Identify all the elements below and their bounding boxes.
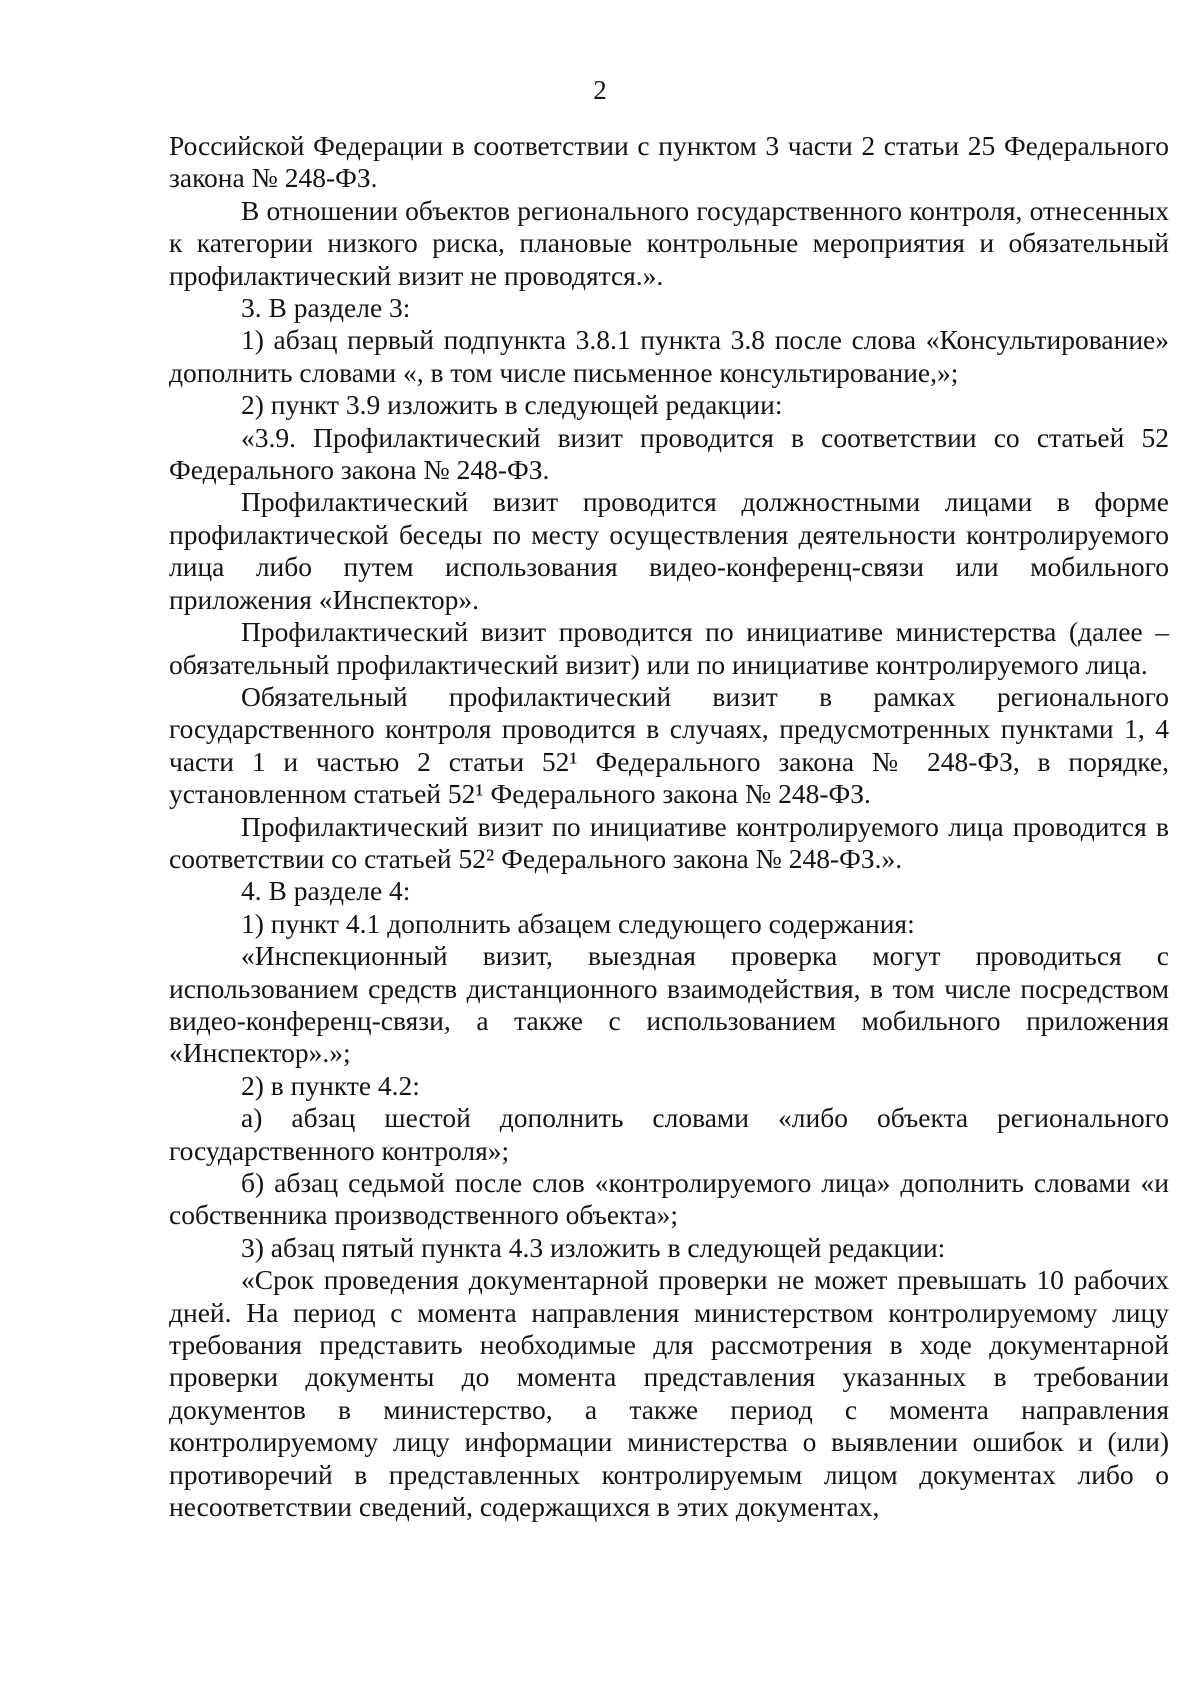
paragraph: Профилактический визит проводится по инициативе министерства (далее – обязательный профилактический визит) или по инициативе контролируемого лица.: [169, 616, 1169, 680]
paragraph: В отношении объектов регионального государственного контроля, отнесенных к категории низкого риска, плановые контрольные мероприятия и обязательный профилактический визит не проводятся.».: [169, 194, 1169, 291]
section-heading: 4. В разделе 4:: [241, 875, 411, 907]
section-heading: 3. В разделе 3:: [241, 292, 411, 324]
paragraph: «3.9. Профилактический визит проводится в соответствии со статьей 52 Федерального закона № 248-ФЗ.: [169, 421, 1169, 486]
paragraph: 2) в пункте 4.2:: [241, 1069, 420, 1101]
paragraph: 1) абзац первый подпункта 3.8.1 пункта 3.8 после слова «Консультирование» дополнить словами «, в том числе письменное консультирование,»;: [169, 324, 1169, 388]
paragraph: Обязательный профилактический визит в рамках регионального государственного контроля проводится в случаях, предусмотренных пунктами 1, 4 части 1 и частью 2 статьи 52¹ Федерального закона № 248-ФЗ, в порядке, установленном статьей 52¹ Федерального закона № 248-ФЗ.: [169, 680, 1169, 810]
paragraph: Профилактический визит проводится должностными лицами в форме профилактической беседы по месту осуществления деятельности контролируемого лица либо путем использования видео-конференц-связи или мобильного приложения «Инспектор».: [169, 486, 1169, 615]
paragraph: б) абзац седьмой после слов «контролируемого лица» дополнить словами «и собственника производственного объекта»;: [169, 1167, 1169, 1231]
document-body: [169, 130, 1169, 1523]
paragraph: Профилактический визит по инициативе контролируемого лица проводится в соответствии со статьей 52² Федерального закона № 248-ФЗ.».: [169, 810, 1169, 874]
paragraph: 3) абзац пятый пункта 4.3 изложить в следующей редакции:: [241, 1231, 946, 1263]
paragraph: «Срок проведения документарной проверки не может превышать 10 рабочих дней. На период с момента направления министерством контролируемому лицу требования представить необходимые для рассмотрения в ходе документарной проверки документы до момента представления указанных в требовании документов в министерство, а также период с момента направления контролируемому лицу информации министерства о выявлении ошибок и (или) противоречий в представленных контролируемым лицом документах либо о несоответствии сведений, содержащихся в этих документах,: [169, 1264, 1169, 1523]
paragraph: 2) пункт 3.9 изложить в следующей редакции:: [241, 389, 783, 421]
paragraph: а) абзац шестой дополнить словами «либо объекта регионального государственного контроля»;: [169, 1102, 1169, 1166]
paragraph: Российской Федерации в соответствии с пунктом 3 части 2 статьи 25 Федерального закона № 248-ФЗ.: [169, 130, 1169, 194]
page-number: 2: [593, 75, 607, 105]
paragraph: 1) пункт 4.1 дополнить абзацем следующего содержания:: [241, 907, 915, 939]
paragraph: «Инспекционный визит, выездная проверка могут проводиться с использованием средств дистанционного взаимодействия, в том числе посредством видео-конференц-связи, а также с использованием мобильного приложения «Инспектор».»;: [169, 940, 1169, 1069]
